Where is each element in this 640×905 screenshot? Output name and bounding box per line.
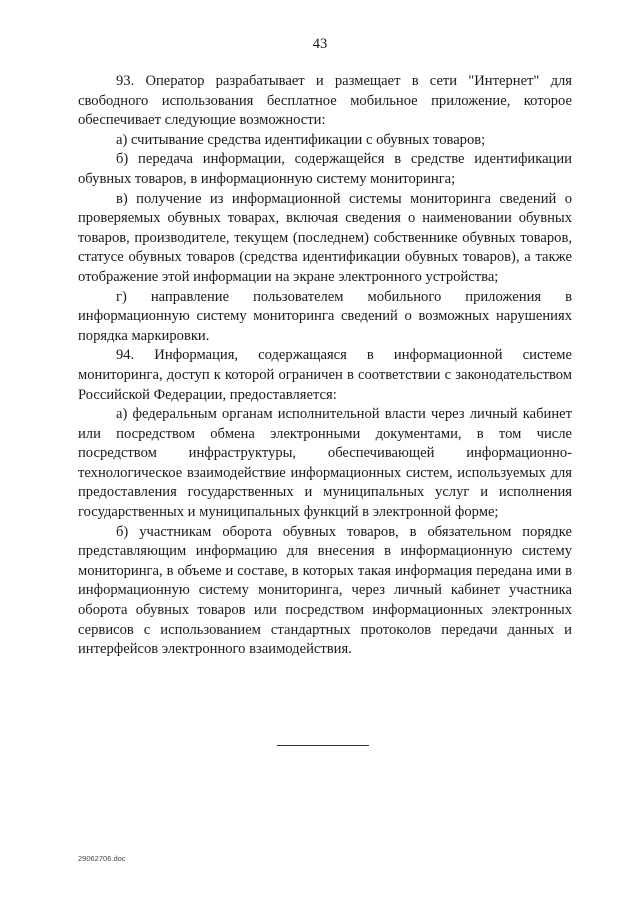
paragraph-94-intro: 94. Информация, содержащаяся в информационной системе мониторинга, доступ к которой ограничен в соответствии с законодательством Российской Федерации, предоставляется: <box>78 347 572 403</box>
paragraph-94-item-b: б) участникам оборота обувных товаров, в обязательном порядке представляющим информацию для внесения в информационную систему мониторинга, в объеме и составе, в которых такая информация передана ими в информационную систему мониторинга, через личный кабинет участника оборота обувных товаров или посредством информационных электронных сервисов с использованием стандартных протоколов передачи данных и интерфейсов электронного взаимодействия. <box>78 523 572 658</box>
footer-document-code: 29062706.doc <box>78 854 126 863</box>
paragraph-93-item-v: в) получение из информационной системы мониторинга сведений о проверяемых обувных товарах, включая сведения о наименовании обувных товаров, производителе, текущем (последнем) собственнике обувных товаров, статусе обувных товаров (средства идентификации обувных товаров), а также отображение этой информации на экране электронного устройства; <box>78 190 572 285</box>
paragraph-93-item-g: г) направление пользователем мобильного приложения в информационную систему мониторинга сведений о возможных нарушениях порядка маркировки. <box>78 288 572 344</box>
end-separator-line <box>277 745 369 746</box>
paragraph-93-item-a: а) считывание средства идентификации с обувных товаров; <box>116 131 486 148</box>
page-number: 43 <box>312 36 328 52</box>
paragraph-93-intro: 93. Оператор разрабатывает и размещает в сети "Интернет" для свободного использования бесплатное мобильное приложение, которое обеспечивает следующие возможности: <box>78 73 572 129</box>
document-body <box>78 72 572 660</box>
paragraph-94-item-a: а) федеральным органам исполнительной власти через личный кабинет или посредством обмена электронными документами, в том числе посредством инфраструктуры, обеспечивающей информационно-технологическое взаимодействие информационных систем, используемых для предоставления государственных и муниципальных услуг и исполнения государственных и муниципальных функций в электронной форме; <box>78 406 572 521</box>
paragraph-93-item-b: б) передача информации, содержащейся в средстве идентификации обувных товаров, в информационную систему мониторинга; <box>78 151 572 187</box>
